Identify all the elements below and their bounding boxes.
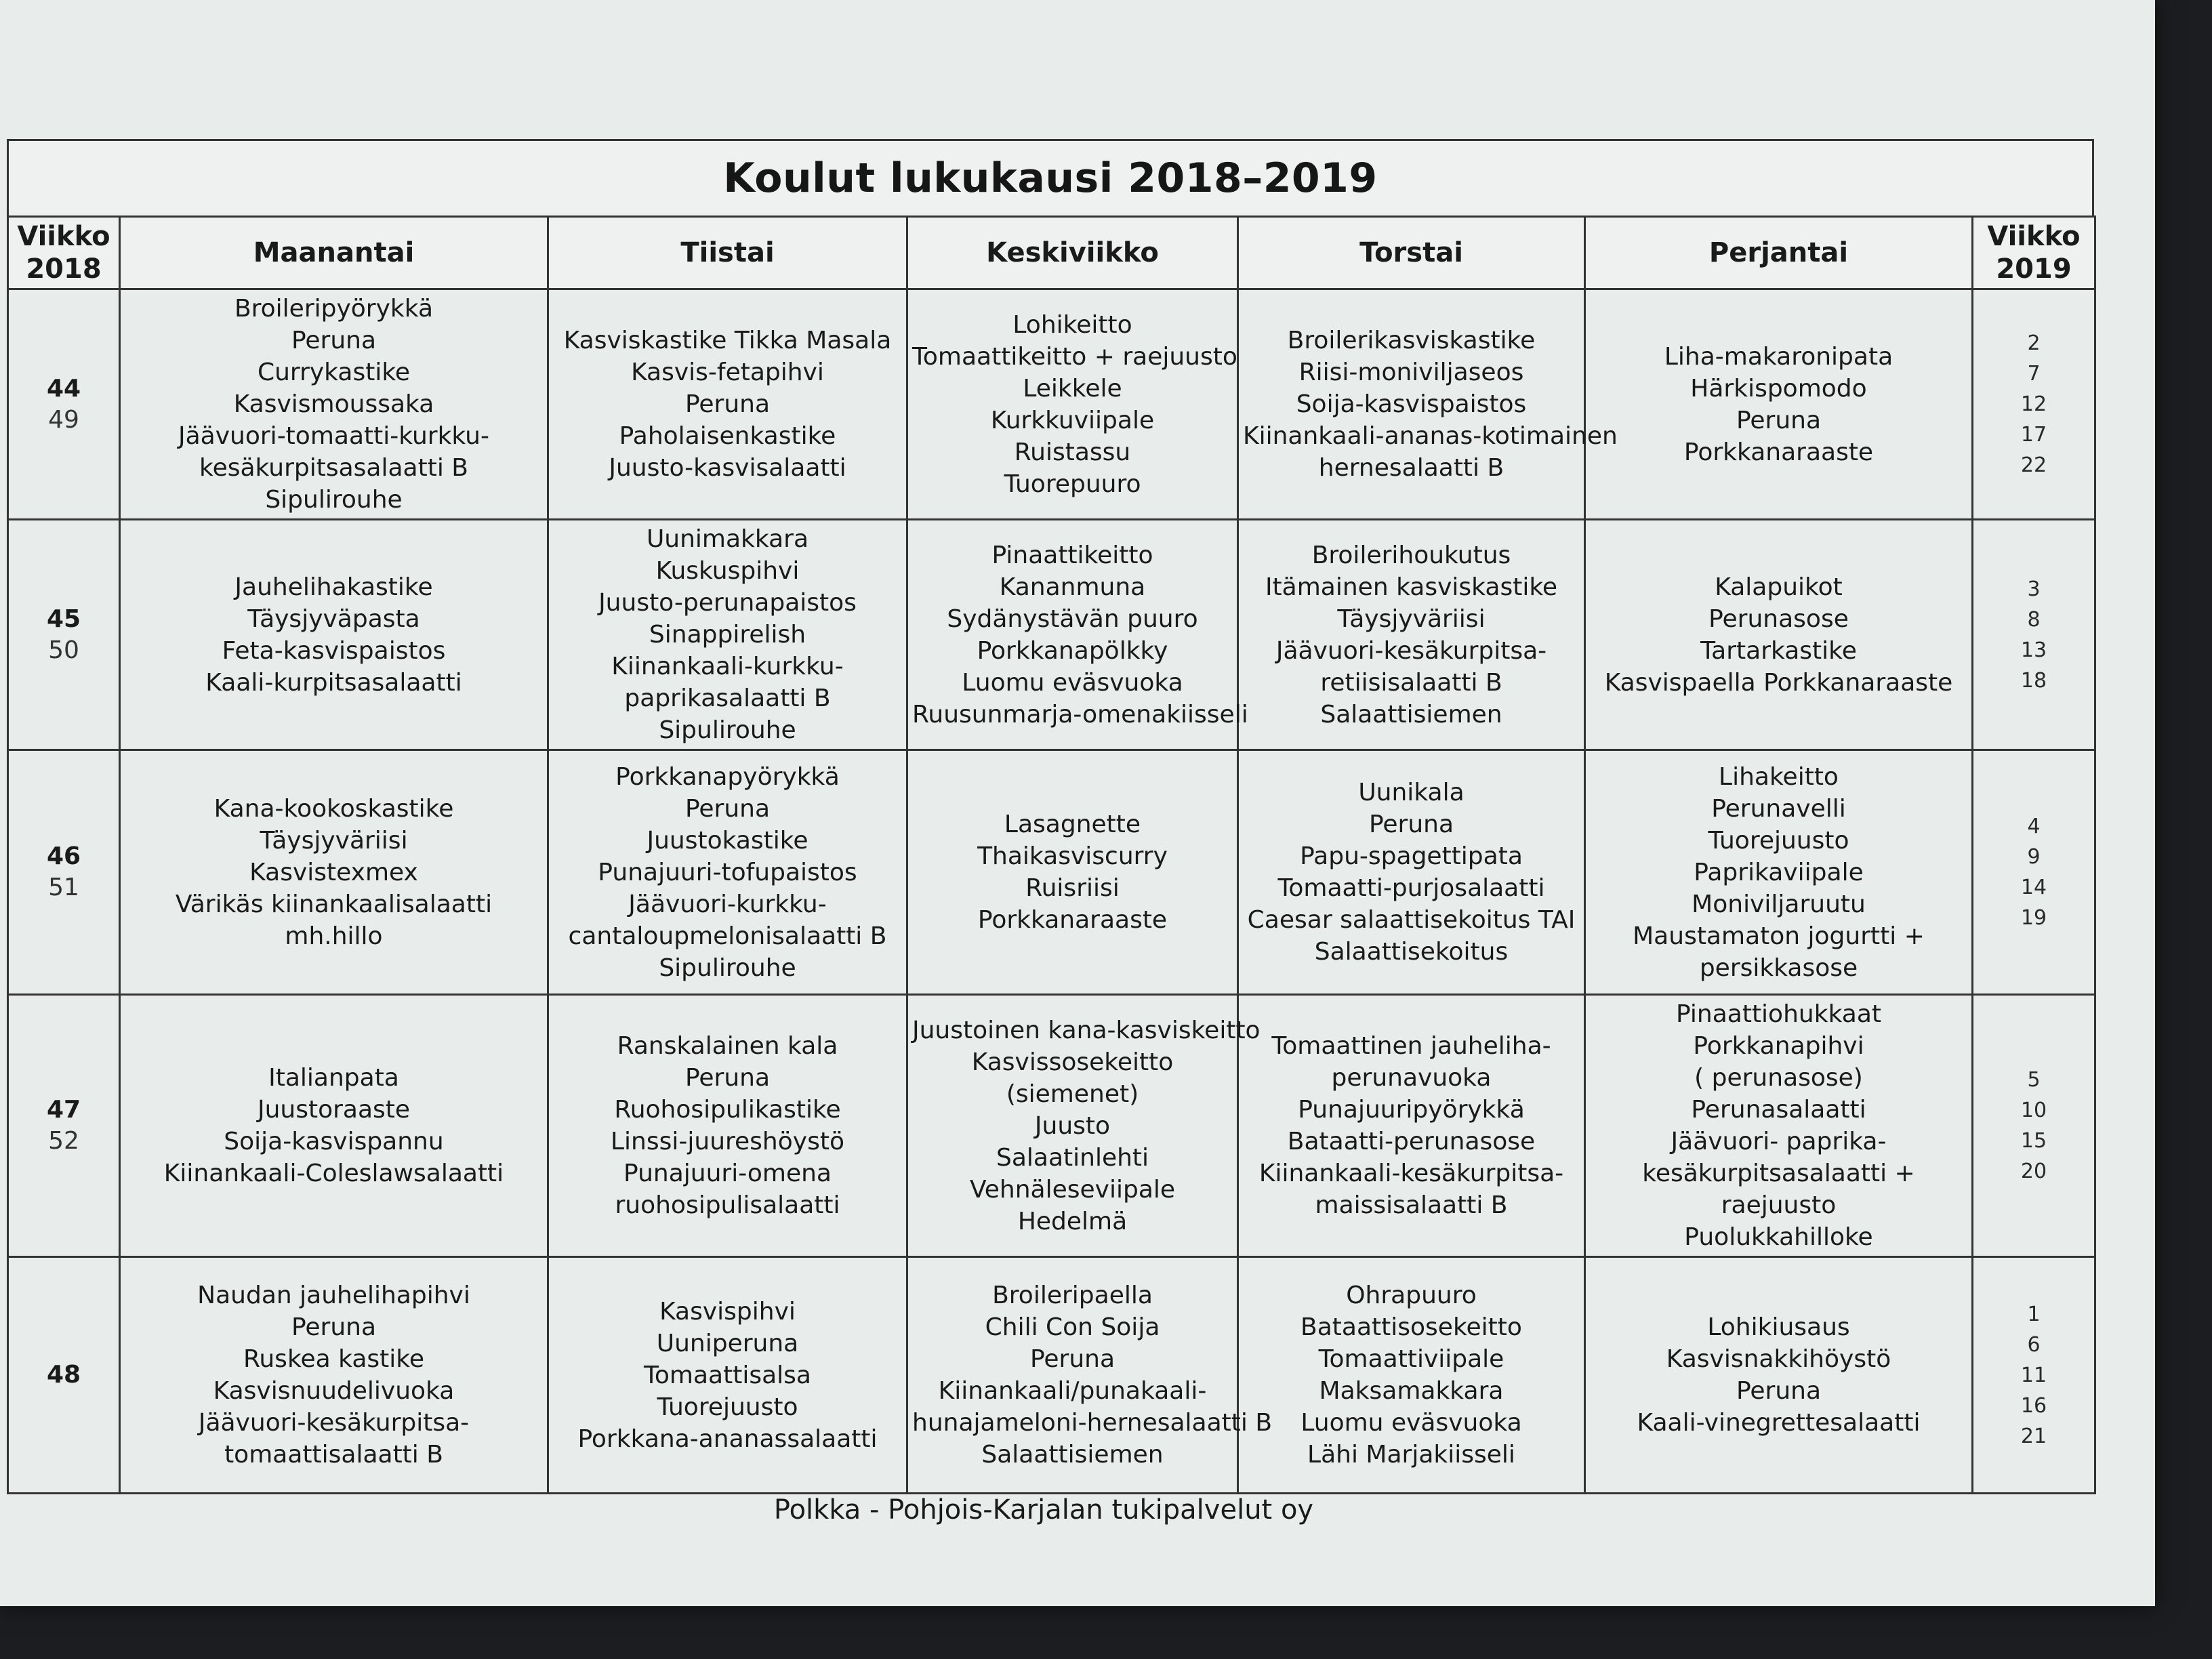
- menu-item: Kasvisnakkihöystö: [1666, 1345, 1891, 1373]
- menu-item: Juusto: [1034, 1111, 1111, 1140]
- menu-item: Ohrapuuro: [1346, 1282, 1477, 1309]
- menu-item: Liha-makaronipata: [1664, 342, 1893, 371]
- menu-cell-tue: [548, 1257, 907, 1494]
- menu-item: Pinaattiohukkaat: [1675, 1000, 1882, 1028]
- menu-item: persikkasose: [1699, 954, 1858, 982]
- menu-item: Maustamaton jogurtti +: [1633, 922, 1925, 950]
- week-number-2019: 20: [2020, 1160, 2047, 1183]
- menu-item: hernesalaatti B: [1318, 454, 1504, 482]
- menu-item: Tuorejuusto: [1708, 826, 1849, 855]
- menu-item: Kiinankaali-Coleslawsalaatti: [163, 1160, 504, 1187]
- menu-item: Ruusunmarja-omenakiisseli: [912, 700, 1248, 729]
- menu-item: Itämainen kasviskastike: [1265, 573, 1558, 601]
- menu-item: Kasvispaella Porkkanaraaste: [1604, 668, 1953, 697]
- week-2018-cell: [8, 1257, 120, 1494]
- menu-item: Porkkanapölkky: [977, 636, 1168, 665]
- menu-cell-fri: [1585, 995, 1973, 1257]
- week-2019-cell: [1973, 995, 2095, 1257]
- menu-item: Lihakeitto: [1719, 762, 1839, 791]
- menu-item: Kananmuna: [999, 573, 1146, 601]
- menu-item: Perunavelli: [1711, 794, 1846, 823]
- week-2019-cell: [1973, 289, 2095, 520]
- menu-cell-thu: [1238, 995, 1585, 1257]
- menu-item: raejuusto: [1721, 1191, 1837, 1219]
- menu-item: Tomaatti-purjosalaatti: [1277, 874, 1545, 902]
- menu-cell-tue: [548, 750, 907, 995]
- menu-item: Italianpata: [268, 1064, 399, 1092]
- menu-item: Pinaattikeitto: [991, 541, 1153, 569]
- menu-item: paprikasalaatti B: [624, 684, 831, 712]
- menu-item: Porkkanaraaste: [977, 906, 1168, 934]
- menu-item: Kaali-kurpitsasalaatti: [205, 668, 462, 697]
- menu-item: Porkkanapyörykkä: [615, 762, 840, 791]
- menu-item: Tomaattikeitto + raejuusto: [912, 342, 1237, 371]
- week-2018-header: [8, 217, 120, 289]
- menu-item: tomaattisalaatti B: [224, 1441, 443, 1469]
- menu-item: Uunimakkara: [646, 525, 809, 553]
- menu-item: Peruna: [684, 794, 771, 823]
- menu-cell-tue: [548, 520, 907, 750]
- menu-item: kesäkurpitsasalaatti +: [1642, 1160, 1915, 1187]
- menu-item: Peruna: [1736, 1377, 1822, 1405]
- menu-item: Chili Con Soija: [985, 1313, 1160, 1341]
- menu-sheet: [7, 139, 2094, 1494]
- menu-item: retiisisalaatti B: [1320, 668, 1502, 697]
- menu-item: Porkkanapihvi: [1693, 1032, 1864, 1060]
- menu-cell-mon: [120, 289, 548, 520]
- week-2018-cell: [8, 289, 120, 520]
- menu-item: Kasvismoussaka: [233, 390, 434, 418]
- menu-item: Peruna: [291, 327, 377, 354]
- menu-cell-fri: [1585, 289, 1973, 520]
- menu-item: Uuniperuna: [656, 1329, 799, 1357]
- menu-item: Jauhelihakastike: [234, 573, 433, 601]
- menu-item: Salaattisekoitus: [1314, 938, 1509, 966]
- menu-item: Bataattisosekeitto: [1300, 1313, 1522, 1341]
- menu-item: Punajuuri-tofupaistos: [598, 858, 857, 886]
- menu-item: ruohosipulisalaatti: [615, 1191, 840, 1219]
- menu-item: maissisalaatti B: [1315, 1191, 1508, 1219]
- menu-item: kesäkurpitsasalaatti B: [199, 454, 468, 482]
- menu-item: Paprikaviipale: [1694, 858, 1864, 886]
- menu-cell-fri: [1585, 1257, 1973, 1494]
- week-number-2019: 12: [2020, 392, 2047, 416]
- week-number-2019: 4: [2027, 815, 2041, 838]
- menu-item: Broilerikasviskastike: [1287, 327, 1536, 354]
- menu-item: Kiinankaali-kesäkurpitsa-: [1258, 1160, 1564, 1187]
- menu-item: Salaattisiemen: [1320, 700, 1502, 729]
- menu-item: Juusto-perunapaistos: [598, 589, 857, 617]
- menu-cell-wed: [907, 1257, 1273, 1494]
- menu-cell-mon: [120, 750, 548, 995]
- menu-cell-thu: [1238, 520, 1585, 750]
- menu-item: Bataatti-perunasose: [1287, 1128, 1536, 1155]
- menu-cell-mon: [120, 1257, 548, 1494]
- menu-item: Sipulirouhe: [265, 486, 403, 514]
- week-2018-cell: [8, 520, 120, 750]
- menu-item: Punajuuripyörykkä: [1298, 1096, 1525, 1124]
- menu-item: Salaatinlehti: [996, 1143, 1149, 1172]
- menu-row: [8, 750, 2095, 995]
- menu-item: Ruisriisi: [1025, 874, 1120, 902]
- week-2019-header-label: Viikko: [1987, 221, 2081, 252]
- menu-item: Juustoinen kana-kasviskeitto: [912, 1016, 1261, 1044]
- menu-item: Porkkanaraaste: [1683, 438, 1874, 466]
- menu-item: Kasvistexmex: [249, 858, 418, 886]
- menu-item: Caesar salaattisekoitus TAI: [1247, 906, 1576, 934]
- menu-item: Riisi-moniviljaseos: [1298, 359, 1524, 386]
- menu-item: Ranskalainen kala: [617, 1032, 838, 1060]
- menu-item: Peruna: [684, 390, 771, 418]
- week-number-2019: 15: [2020, 1129, 2047, 1153]
- week-number-2019: 19: [2020, 906, 2047, 930]
- thursday-header: Torstai: [1238, 217, 1585, 289]
- week-number-2019: 3: [2027, 577, 2041, 601]
- menu-item: cantaloupmelonisalaatti B: [568, 922, 887, 950]
- menu-item: Broilerihoukutus: [1311, 541, 1511, 569]
- menu-item: Sinappirelish: [649, 621, 806, 649]
- menu-item: Perunasose: [1708, 605, 1849, 633]
- week-2019-cell: [1973, 520, 2095, 750]
- menu-item: Tomaattiviipale: [1318, 1345, 1504, 1373]
- week-number-2019: 5: [2027, 1068, 2041, 1092]
- menu-item: Kasvispihvi: [659, 1297, 796, 1326]
- menu-item: Kurkkuviipale: [990, 406, 1155, 434]
- week-number-2019: 22: [2020, 453, 2047, 477]
- week-number-2018: 45: [46, 605, 81, 633]
- menu-item: Lasagnette: [1004, 811, 1141, 838]
- week-number-2019: 21: [2020, 1424, 2047, 1448]
- week-2019-header-year: 2019: [1996, 253, 2072, 285]
- tuesday-header: Tiistai: [548, 217, 907, 289]
- menu-item: hunajameloni-hernesalaatti B: [912, 1409, 1273, 1437]
- week-2018-cell: [8, 750, 120, 995]
- menu-item: Naudan jauhelihapihvi: [197, 1282, 470, 1309]
- week-number-2019: 13: [2020, 638, 2047, 662]
- menu-body: [8, 289, 2095, 1494]
- menu-cell-thu: [1238, 750, 1585, 995]
- menu-item: Punajuuri-omena: [623, 1160, 832, 1187]
- menu-item: Lohikiusaus: [1707, 1313, 1850, 1341]
- menu-cell-tue: [548, 995, 907, 1257]
- menu-item: Juustokastike: [647, 826, 808, 855]
- menu-item: Juusto-kasvisalaatti: [609, 454, 846, 482]
- week-2019-cell: [1973, 1257, 2095, 1494]
- menu-item: Kasvissosekeitto: [971, 1048, 1174, 1076]
- menu-item: Vehnäleseviipale: [969, 1175, 1176, 1204]
- menu-item: Leikkele: [1023, 374, 1122, 403]
- menu-row: [8, 520, 2095, 750]
- menu-item: Tomaattisalsa: [644, 1361, 811, 1389]
- week-number-2019: 14: [2020, 876, 2047, 899]
- menu-item: Kasviskastike Tikka Masala: [563, 327, 892, 354]
- week-2018-cell: [8, 995, 120, 1257]
- menu-cell-wed: [907, 520, 1248, 750]
- week-number-2018: 49: [48, 405, 79, 434]
- menu-item: Hedelmä: [1017, 1207, 1128, 1235]
- wednesday-header: Keskiviikko: [907, 217, 1238, 289]
- footer-text: Polkka - Pohjois-Karjalan tukipalvelut oy: [773, 1494, 1314, 1525]
- menu-item: Sipulirouhe: [659, 954, 796, 982]
- menu-item: Kalapuikot: [1715, 573, 1843, 601]
- menu-item: Värikäs kiinankaalisalaatti: [175, 890, 493, 918]
- menu-item: Peruna: [1029, 1345, 1115, 1373]
- week-2018-header-year: 2018: [26, 253, 102, 285]
- menu-item: Soija-kasvispannu: [224, 1128, 444, 1155]
- week-number-2019: 2: [2027, 331, 2041, 355]
- menu-item: Peruna: [1736, 406, 1822, 434]
- week-2019-cell: [1973, 750, 2095, 995]
- menu-item: Kaali-vinegrettesalaatti: [1637, 1409, 1921, 1437]
- week-number-2019: 6: [2027, 1332, 2041, 1357]
- menu-item: Härkispomodo: [1690, 374, 1867, 403]
- menu-cell-mon: [120, 520, 548, 750]
- menu-item: Linssi-juureshöystö: [611, 1128, 844, 1155]
- menu-item: Currykastike: [257, 359, 411, 386]
- menu-cell-fri: [1585, 750, 1973, 995]
- menu-row: [8, 995, 2095, 1257]
- menu-item: (siemenet): [1006, 1080, 1139, 1108]
- menu-cell-fri: [1585, 520, 1973, 750]
- week-number-2019: 18: [2020, 668, 2047, 693]
- week-2018-header-label: Viikko: [17, 221, 110, 252]
- menu-item: Kasvis-fetapihvi: [631, 359, 824, 386]
- menu-item: Tomaattinen jauheliha-: [1271, 1032, 1551, 1060]
- menu-item: Sydänystävän puuro: [947, 605, 1198, 633]
- menu-cell-thu: [1238, 289, 1618, 520]
- menu-item: Maksamakkara: [1319, 1377, 1504, 1405]
- menu-item: Tartarkastike: [1700, 636, 1857, 665]
- menu-item: Soija-kasvispaistos: [1296, 390, 1527, 418]
- menu-item: Luomu eväsvuoka: [962, 668, 1183, 697]
- week-number-2019: 11: [2020, 1363, 2047, 1387]
- menu-item: Jäävuori- paprika-: [1671, 1128, 1887, 1155]
- menu-item: Paholaisenkastike: [619, 422, 836, 450]
- week-number-2019: 9: [2027, 845, 2041, 869]
- menu-item: Peruna: [684, 1064, 771, 1092]
- menu-item: Luomu eväsvuoka: [1300, 1409, 1522, 1437]
- menu-item: Peruna: [291, 1313, 377, 1341]
- week-number-2018: 50: [48, 636, 79, 664]
- menu-item: Tuorejuusto: [657, 1393, 798, 1421]
- menu-item: Porkkana-ananassalaatti: [577, 1425, 878, 1453]
- menu-item: Sipulirouhe: [659, 716, 796, 744]
- week-number-2019: 17: [2020, 423, 2047, 447]
- week-2019-header: [1973, 217, 2095, 289]
- menu-item: Täysjyväriisi: [1337, 605, 1486, 633]
- menu-item: Kiinankaali-kurkku-: [611, 653, 844, 680]
- week-number-2019: 7: [2027, 362, 2041, 386]
- menu-table: [7, 216, 2096, 1494]
- week-number-2019: 1: [2027, 1302, 2041, 1326]
- header-row: [8, 217, 2095, 289]
- menu-item: Jäävuori-kesäkurpitsa-: [198, 1409, 470, 1437]
- menu-cell-tue: [548, 289, 907, 520]
- menu-item: mh.hillo: [285, 922, 383, 950]
- menu-item: Puolukkahilloke: [1684, 1223, 1873, 1251]
- week-number-2018: 47: [46, 1096, 81, 1124]
- menu-item: Feta-kasvispaistos: [222, 636, 446, 665]
- menu-item: Jäävuori-kurkku-: [628, 890, 827, 918]
- menu-item: Peruna: [1368, 811, 1454, 838]
- menu-cell-mon: [120, 995, 548, 1257]
- menu-item: Broileripyörykkä: [234, 295, 434, 323]
- week-number-2019: 8: [2027, 607, 2041, 632]
- week-number-2019: 16: [2020, 1393, 2047, 1418]
- friday-header: Perjantai: [1585, 217, 1973, 289]
- menu-row: [8, 289, 2095, 520]
- menu-cell-wed: [907, 289, 1238, 520]
- menu-item: Jäävuori-kesäkurpitsa-: [1275, 636, 1547, 665]
- menu-item: Kana-kookoskastike: [213, 794, 454, 823]
- menu-row: [8, 1257, 2095, 1494]
- menu-item: Täysjyväpasta: [247, 605, 420, 633]
- menu-item: Lähi Marjakiisseli: [1307, 1441, 1515, 1469]
- menu-item: Papu-spagettipata: [1300, 842, 1523, 870]
- menu-item: Täysjyväriisi: [260, 826, 408, 855]
- menu-item: Moniviljaruutu: [1692, 890, 1866, 918]
- menu-item: Salaattisiemen: [981, 1441, 1164, 1469]
- menu-cell-thu: [1238, 1257, 1585, 1494]
- menu-item: Kiinankaali-ananas-kotimainen: [1243, 422, 1618, 450]
- title-box: [7, 139, 2094, 216]
- menu-item: Tuorepuuro: [1004, 470, 1141, 498]
- menu-item: Ruskea kastike: [243, 1345, 425, 1373]
- menu-item: Ruohosipulikastike: [614, 1096, 841, 1124]
- menu-item: perunavuoka: [1331, 1064, 1492, 1092]
- menu-item: Thaikasviscurry: [977, 842, 1168, 870]
- week-number-2018: 51: [48, 874, 79, 901]
- week-number-2018: 44: [46, 374, 81, 403]
- week-number-2018: 46: [46, 842, 81, 870]
- menu-item: Lohikeitto: [1012, 310, 1132, 339]
- week-number-2019: 10: [2020, 1099, 2047, 1122]
- menu-cell-wed: [907, 995, 1261, 1257]
- menu-item: Uunikala: [1358, 779, 1465, 806]
- menu-item: Broileripaella: [992, 1282, 1153, 1309]
- week-number-2018: 48: [46, 1361, 81, 1389]
- menu-item: Juustoraaste: [257, 1096, 411, 1124]
- monday-header: Maanantai: [120, 217, 548, 289]
- menu-cell-wed: [907, 750, 1238, 995]
- menu-item: Kiinankaali/punakaali-: [938, 1377, 1207, 1405]
- menu-item: Perunasalaatti: [1691, 1096, 1866, 1124]
- week-number-2018: 52: [48, 1127, 79, 1155]
- menu-item: Kuskuspihvi: [655, 557, 800, 585]
- menu-item: ( perunasose): [1694, 1064, 1863, 1092]
- menu-item: Jäävuori-tomaatti-kurkku-: [178, 422, 489, 450]
- menu-item: Kasvisnuudelivuoka: [213, 1377, 455, 1405]
- menu-item: Ruistassu: [1014, 438, 1131, 466]
- page-title: Koulut lukukausi 2018–2019: [723, 155, 1378, 202]
